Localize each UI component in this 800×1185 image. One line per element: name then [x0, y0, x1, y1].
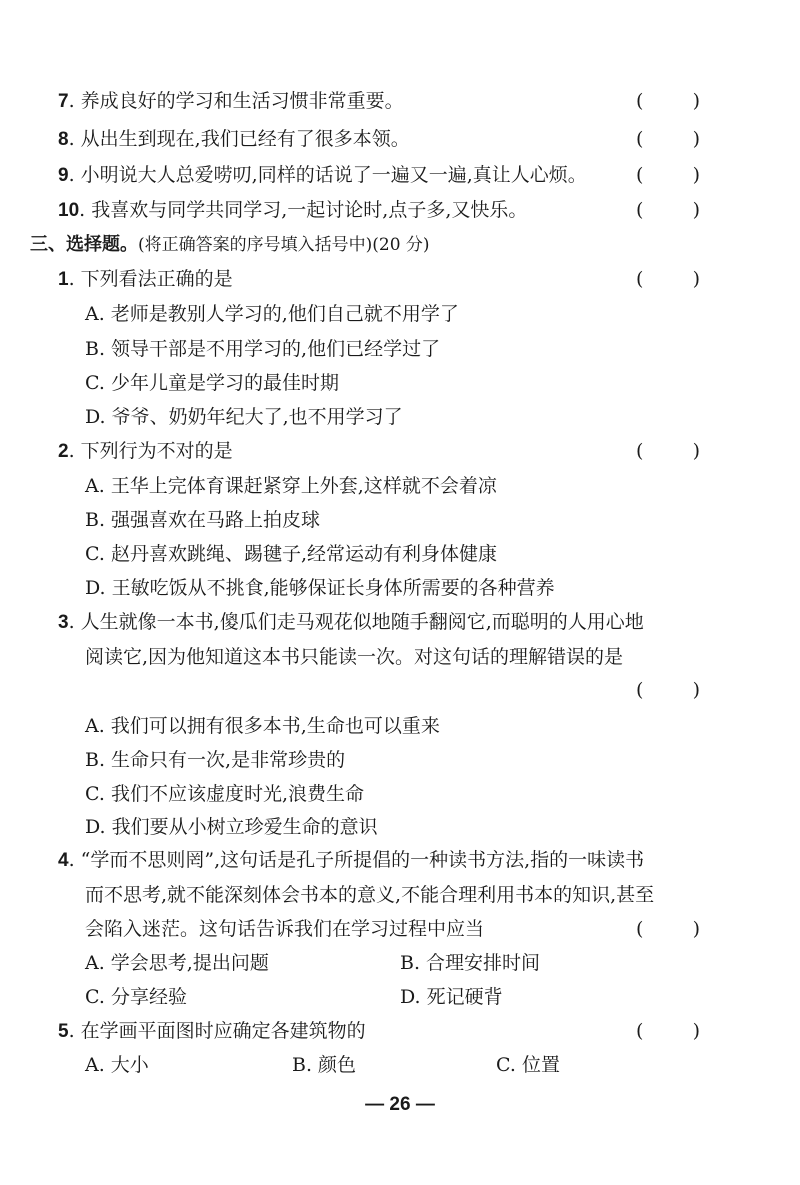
option-text: B. 强强喜欢在马路上拍皮球 — [85, 509, 321, 531]
option-text: C. 少年儿童是学习的最佳时期 — [85, 372, 339, 394]
question-3-option-c — [0, 777, 800, 811]
question-3-stem-line-1: 3. 人生就像一本书,傻瓜们走马观花似地随手翻阅它,而聪明的人用心地 — [58, 611, 644, 633]
section-heading — [0, 228, 800, 262]
option-text: C. 赵丹喜欢跳绳、踢毽子,经常运动有利身体健康 — [85, 543, 497, 565]
option-text: B. 生命只有一次,是非常珍贵的 — [85, 749, 346, 771]
option-text: A. 学会思考,提出问题 — [85, 952, 269, 974]
question-4-options-row-2 — [0, 980, 800, 1014]
option-text: C. 位置 — [496, 1054, 560, 1076]
question-4-options-row-1 — [0, 946, 800, 980]
question-number: 4 — [58, 850, 69, 871]
item-text: 小明说大人总爱唠叨,同样的话说了一遍又一遍,真让人心烦。 — [80, 164, 587, 186]
judgement-item-10: 10. 我喜欢与同学共同学习,一起讨论时,点子多,又快乐。 ( ) — [58, 199, 700, 221]
question-2-option-a — [0, 469, 800, 503]
option-text: D. 我们要从小树立珍爱生命的意识 — [85, 816, 378, 838]
option-text: D. 王敏吃饭从不挑食,能够保证长身体所需要的各种营养 — [85, 577, 555, 599]
option-text: B. 领导干部是不用学习的,他们已经学过了 — [85, 338, 441, 360]
option-text: A. 老师是教别人学习的,他们自己就不用学了 — [85, 303, 459, 325]
question-4-stem-line-2 — [0, 878, 800, 912]
question-text: 而不思考,就不能深刻体会书本的意义,不能合理利用书本的知识,甚至 — [85, 884, 655, 906]
option-text: A. 王华上完体育课赶紧穿上外套,这样就不会着凉 — [85, 475, 497, 497]
question-4-stem-line-3: 会陷入迷茫。这句话告诉我们在学习过程中应当 ( ) — [0, 912, 800, 946]
judgement-item-7: 7. 养成良好的学习和生活习惯非常重要。 ( ) — [58, 90, 700, 112]
question-number: 1 — [58, 269, 69, 290]
question-1-stem: 1. 下列看法正确的是 ( ) — [58, 268, 700, 290]
question-text: 阅读它,因为他知道这本书只能读一次。对这句话的理解错误的是 — [85, 646, 624, 668]
judgement-item-9: 9. 小明说大人总爱唠叨,同样的话说了一遍又一遍,真让人心烦。 ( ) — [58, 164, 700, 186]
question-1-option-d — [0, 400, 800, 434]
question-3-option-d — [0, 810, 800, 844]
option-text: C. 我们不应该虚度时光,浪费生命 — [85, 783, 364, 805]
question-2-option-c — [0, 537, 800, 571]
question-3-stem-line-2 — [0, 640, 800, 674]
question-2-stem: 2. 下列行为不对的是 ( ) — [58, 440, 700, 462]
question-5-options-row — [0, 1048, 800, 1082]
item-number: 9 — [58, 165, 69, 186]
question-text: 人生就像一本书,傻瓜们走马观花似地随手翻阅它,而聪明的人用心地 — [80, 611, 644, 633]
question-1-option-c — [0, 366, 800, 400]
option-text: A. 大小 — [85, 1054, 149, 1076]
question-number: 5 — [58, 1021, 69, 1042]
question-number: 3 — [58, 612, 69, 633]
question-text: “学而不思则罔”,这句话是孔子所提倡的一种读书方法,指的一味读书 — [80, 849, 645, 871]
item-text: 我喜欢与同学共同学习,一起讨论时,点子多,又快乐。 — [91, 199, 528, 221]
option-text: C. 分享经验 — [85, 986, 187, 1008]
question-3-option-b — [0, 743, 800, 777]
option-text: B. 颜色 — [292, 1054, 357, 1076]
option-text: A. 我们可以拥有很多本书,生命也可以重来 — [85, 715, 440, 737]
question-2-option-d — [0, 571, 800, 605]
option-text: D. 死记硬背 — [400, 986, 503, 1008]
option-text: D. 爷爷、奶奶年纪大了,也不用学习了 — [85, 406, 403, 428]
question-3-option-a — [0, 709, 800, 743]
question-text: 下列行为不对的是 — [80, 440, 233, 462]
question-1-option-a — [0, 297, 800, 331]
question-4-stem-line-1: 4. “学而不思则罔”,这句话是孔子所提倡的一种读书方法,指的一味读书 — [58, 849, 645, 871]
question-2-option-b — [0, 503, 800, 537]
question-text: 会陷入迷茫。这句话告诉我们在学习过程中应当 — [85, 918, 485, 940]
page-number: — 26 — — [365, 1094, 435, 1115]
item-text: 从出生到现在,我们已经有了很多本领。 — [80, 128, 410, 150]
section-instruction: (将正确答案的序号填入括号中)(20 分) — [138, 235, 430, 255]
question-1-option-b — [0, 332, 800, 366]
item-text: 养成良好的学习和生活习惯非常重要。 — [80, 90, 404, 112]
option-text: B. 合理安排时间 — [400, 952, 541, 974]
item-number: 10 — [58, 200, 80, 221]
section-title: 三、选择题。 — [30, 234, 138, 255]
judgement-item-8: 8. 从出生到现在,我们已经有了很多本领。 ( ) — [58, 128, 700, 150]
question-number: 2 — [58, 441, 69, 462]
question-text: 下列看法正确的是 — [80, 268, 233, 290]
item-number: 8 — [58, 129, 69, 150]
item-number: 7 — [58, 91, 69, 112]
question-5-stem: 5. 在学画平面图时应确定各建筑物的 ( ) — [58, 1020, 700, 1042]
question-text: 在学画平面图时应确定各建筑物的 — [80, 1020, 366, 1042]
question-3-answer-row: ( ) — [636, 679, 700, 701]
